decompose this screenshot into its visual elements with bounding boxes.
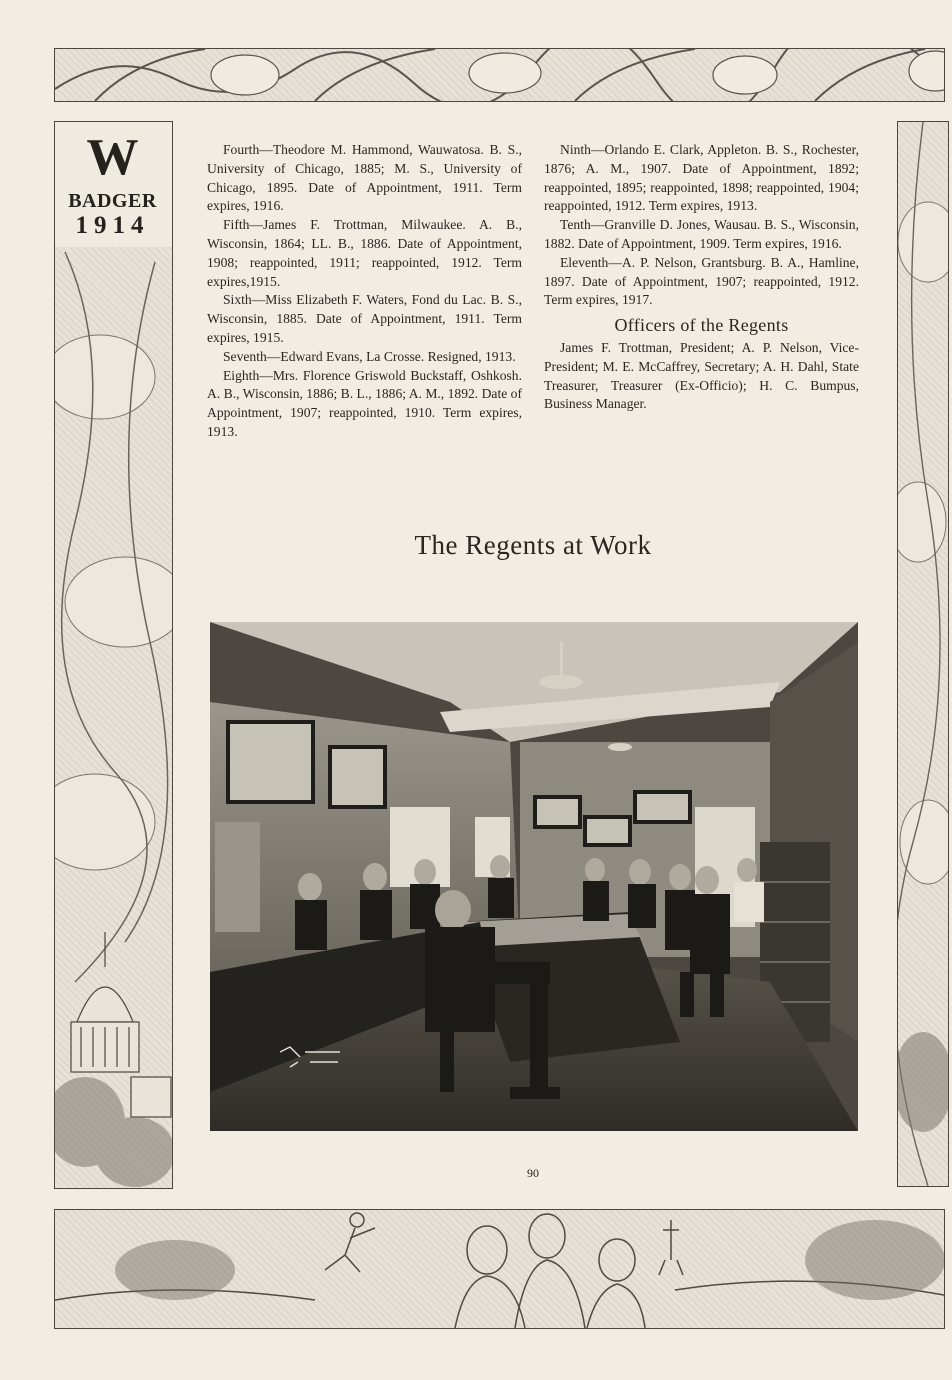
regent-entry-fourth: Fourth—Theodore M. Hammond, Wauwatosa. B. S., University of Chicago, 1885; M. S., University of Chicago, 1895. Date of Appointment, 1911. Term expires, 1916.: [207, 142, 522, 214]
section-title: The Regents at Work: [414, 530, 652, 560]
badger-logo: [54, 130, 171, 240]
regent-entry-eleventh: Eleventh—A. P. Nelson, Grantsburg. B. A., Hamline, 1897. Date of Appointment, 1907; reappointed, 1912. Term expires, 1917.: [544, 254, 859, 308]
regent-entry-tenth: Tenth—Granville D. Jones, Wausau. B. S., Wisconsin, 1882. Date of Appointment, 1909. Term expires, 1916.: [544, 217, 859, 251]
officers-text: James F. Trottman, President; A. P. Nelson, Vice-President; M. E. McCaffrey, Secretary; A. H. Dahl, State Treasurer, Treasurer (Ex-Officio); H. C. Bumpus, Business Manager.: [544, 339, 859, 412]
capitol-dome-icon: [55, 122, 172, 1188]
regents-list-right-column: [544, 141, 859, 414]
meeting-room-photo-icon: [210, 622, 858, 1131]
regent-entry-eighth: Eighth—Mrs. Florence Griswold Buckstaff, Oshkosh. A. B., Wisconsin, 1886; B. L., 1886; A. M., 1892. Date of Appointment, 1907; reappointed, 1910. Term expires, 1913.: [207, 367, 522, 439]
sports-scene-icon: [55, 1210, 944, 1328]
regent-entry-fifth: Fifth—James F. Trottman, Milwaukee. A. B., Wisconsin, 1864; LL. B., 1886. Date of Appointment, 1908; reappointed, 1911; reappointed, 1912. Term expires,1915.: [207, 217, 522, 289]
regents-meeting-photo: [210, 622, 858, 1131]
logo-letter: W: [86, 129, 139, 186]
left-decorative-border: [54, 121, 173, 1189]
regent-entry-sixth: Sixth—Miss Elizabeth F. Waters, Fond du Lac. B. S., Wisconsin, 1885. Date of Appointment, 1911. Term expires, 1915.: [207, 292, 522, 345]
leaf-pattern-icon: [898, 122, 948, 1186]
right-decorative-border: [897, 121, 949, 1187]
page-number: 90: [527, 1166, 539, 1180]
vine-pattern-icon: [55, 49, 944, 101]
regents-list-left-column: [207, 141, 522, 442]
regent-entry-ninth: Ninth—Orlando E. Clark, Appleton. B. S., Rochester, 1876; A. M., 1907. Date of Appointment, 1892; reappointed, 1895; reappointed, 1898; reappointed, 1904; reappointed, 1912. Term expires, 1913.: [544, 142, 859, 214]
bottom-decorative-border: [54, 1209, 945, 1329]
top-decorative-border: [54, 48, 945, 102]
regent-entry-seventh: Seventh—Edward Evans, La Crosse. Resigned, 1913.: [223, 348, 516, 364]
officers-heading: Officers of the Regents: [614, 315, 789, 336]
logo-name: BADGER: [68, 190, 157, 212]
logo-year: 1914: [75, 212, 150, 239]
